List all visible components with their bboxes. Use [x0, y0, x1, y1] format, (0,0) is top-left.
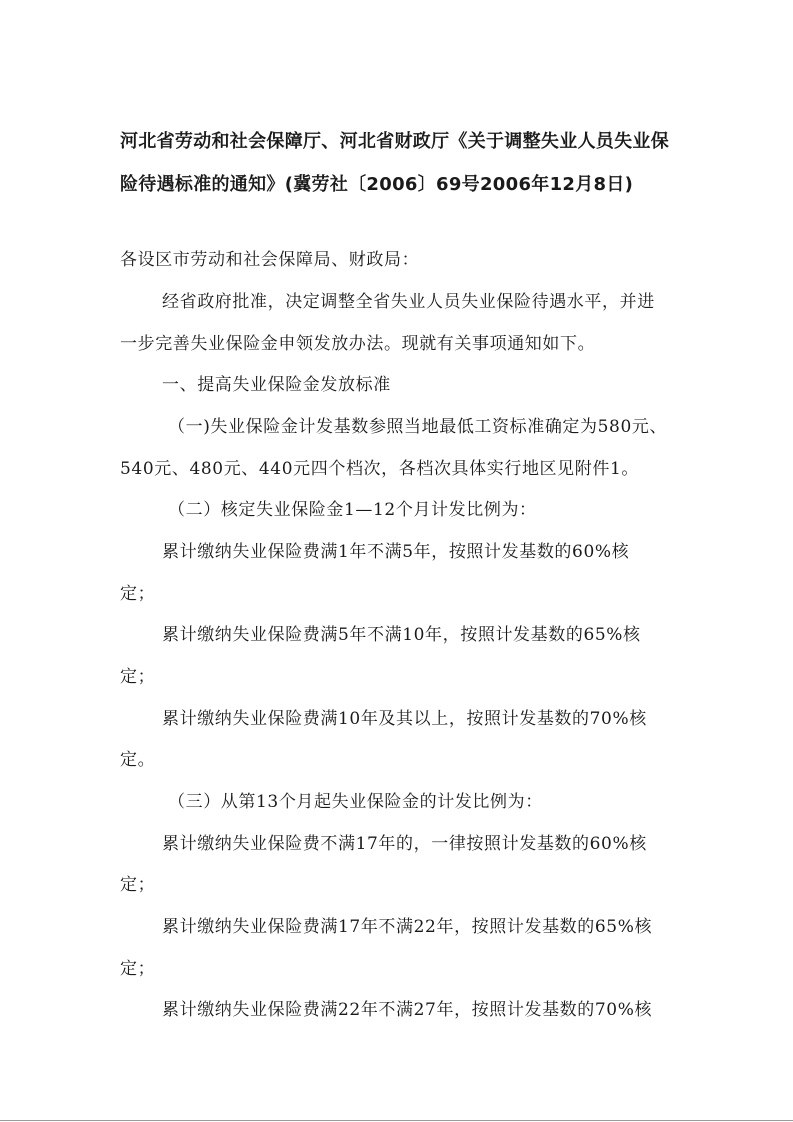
title-line-2: 险待遇标准的通知》(冀劳社〔2006〕69号2006年12月8日)	[120, 174, 634, 195]
rule-2-line-2: 定；	[120, 667, 156, 687]
item-1-line-2: 540元、480元、440元四个档次，各档次具体实行地区见附件1。	[120, 459, 639, 479]
page-bottom-divider	[0, 1120, 793, 1121]
greeting: 各设区市劳动和社会保障局、财政局：	[120, 250, 420, 270]
section-heading-1: 一、提高失业保险金发放标准	[162, 375, 391, 395]
rule-4-line-1: 累计缴纳失业保险费不满17年的，一律按照计发基数的60%核	[162, 834, 647, 854]
rule-2-line-1: 累计缴纳失业保险费满5年不满10年，按照计发基数的65%核	[162, 625, 641, 645]
item-2: （二）核定失业保险金1—12个月计发比例为：	[168, 500, 537, 520]
rule-1-line-2: 定；	[120, 584, 156, 604]
item-1-line-1: （一)失业保险金计发基数参照当地最低工资标准确定为580元、	[168, 417, 668, 437]
rule-3-line-2: 定。	[120, 750, 156, 770]
rule-6-line-1: 累计缴纳失业保险费满22年不满27年，按照计发基数的70%核	[162, 1000, 653, 1020]
rule-4-line-2: 定；	[120, 875, 156, 895]
document-title	[120, 120, 680, 206]
title-line-1: 河北省劳动和社会保障厅、河北省财政厅《关于调整失业人员失业保	[120, 131, 669, 152]
rule-5-line-1: 累计缴纳失业保险费满17年不满22年，按照计发基数的65%核	[162, 917, 653, 937]
item-3: （三）从第13个月起失业保险金的计发比例为：	[168, 792, 543, 812]
rule-5-line-2: 定；	[120, 959, 156, 979]
paragraph-1-line-1: 经省政府批准，决定调整全省失业人员失业保险待遇水平，并进	[162, 292, 655, 312]
rule-3-line-1: 累计缴纳失业保险费满10年及其以上，按照计发基数的70%核	[162, 709, 647, 729]
paragraph-1-line-2: 一步完善失业保险金申领发放办法。现就有关事项通知如下。	[120, 334, 596, 354]
rule-1-line-1: 累计缴纳失业保险费满1年不满5年，按照计发基数的60%核	[162, 542, 630, 562]
